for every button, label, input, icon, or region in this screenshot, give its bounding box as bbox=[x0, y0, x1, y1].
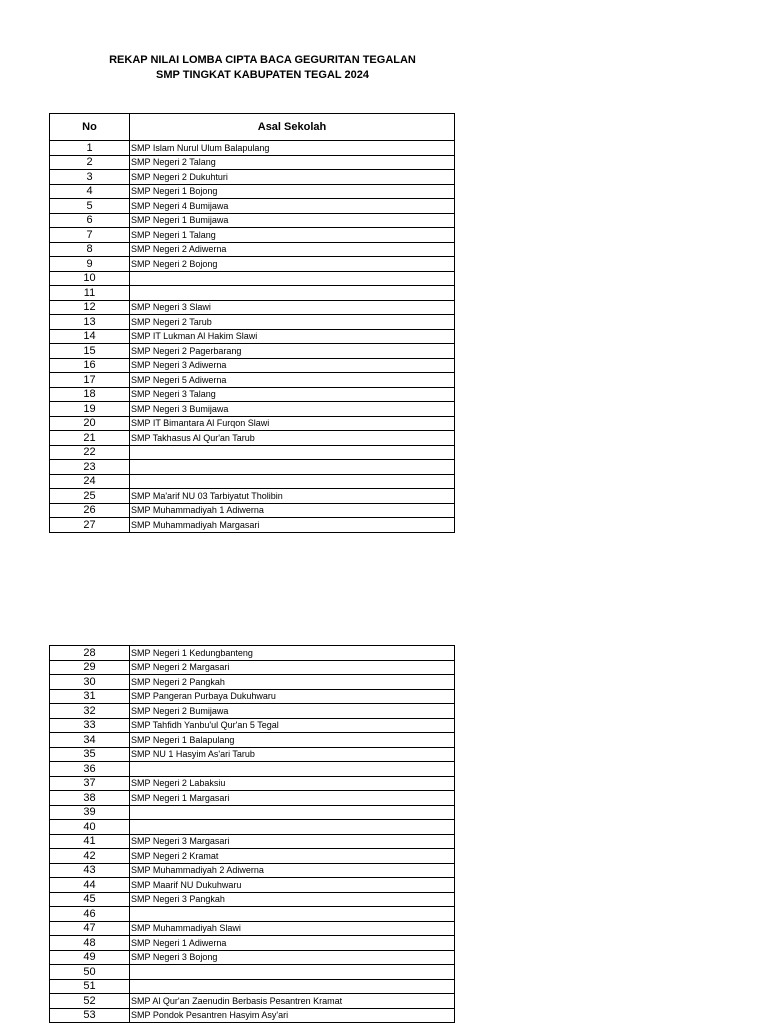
row-number: 4 bbox=[50, 184, 130, 199]
row-number: 11 bbox=[50, 286, 130, 301]
table-row bbox=[50, 358, 455, 373]
table-row bbox=[50, 820, 455, 835]
table-row bbox=[50, 213, 455, 228]
school-name-cell bbox=[130, 474, 455, 489]
school-name-cell: SMP Negeri 3 Pangkah bbox=[130, 892, 455, 907]
document-subtitle: SMP TINGKAT KABUPATEN TEGAL 2024 bbox=[156, 69, 369, 81]
table-row bbox=[50, 660, 455, 675]
school-name-cell: SMP Muhammadiyah 1 Adiwerna bbox=[130, 503, 455, 518]
header-no: No bbox=[50, 114, 130, 141]
school-name-cell: SMP Muhammadiyah Margasari bbox=[130, 518, 455, 533]
school-name-cell: SMP Pondok Pesantren Hasyim Asy'ari bbox=[130, 1008, 455, 1023]
school-name-cell bbox=[130, 805, 455, 820]
row-number: 18 bbox=[50, 387, 130, 402]
table-row bbox=[50, 718, 455, 733]
table-row bbox=[50, 805, 455, 820]
row-number: 47 bbox=[50, 921, 130, 936]
table-row bbox=[50, 675, 455, 690]
school-name-cell: SMP Muhammadiyah 2 Adiwerna bbox=[130, 863, 455, 878]
school-name-cell: SMP Negeri 2 Margasari bbox=[130, 660, 455, 675]
school-name-cell: SMP Negeri 1 Talang bbox=[130, 228, 455, 243]
table-row bbox=[50, 518, 455, 533]
table-row bbox=[50, 242, 455, 257]
row-number: 41 bbox=[50, 834, 130, 849]
row-number: 42 bbox=[50, 849, 130, 864]
school-name-cell: SMP Negeri 3 Talang bbox=[130, 387, 455, 402]
school-name-cell: SMP Negeri 2 Kramat bbox=[130, 849, 455, 864]
row-number: 2 bbox=[50, 155, 130, 170]
row-number: 30 bbox=[50, 675, 130, 690]
row-number: 8 bbox=[50, 242, 130, 257]
row-number: 35 bbox=[50, 747, 130, 762]
table-row bbox=[50, 445, 455, 460]
school-name-cell bbox=[130, 762, 455, 777]
table-row bbox=[50, 155, 455, 170]
row-number: 52 bbox=[50, 994, 130, 1009]
table-row bbox=[50, 936, 455, 951]
row-number: 28 bbox=[50, 646, 130, 661]
table-row bbox=[50, 704, 455, 719]
school-name-cell: SMP Negeri 2 Pagerbarang bbox=[130, 344, 455, 359]
table-row bbox=[50, 921, 455, 936]
row-number: 48 bbox=[50, 936, 130, 951]
school-name-cell: SMP Negeri 2 Adiwerna bbox=[130, 242, 455, 257]
row-number: 14 bbox=[50, 329, 130, 344]
row-number: 38 bbox=[50, 791, 130, 806]
school-name-cell: SMP Ma'arif NU 03 Tarbiyatut Tholibin bbox=[130, 489, 455, 504]
school-name-cell: SMP IT Bimantara Al Furqon Slawi bbox=[130, 416, 455, 431]
school-name-cell: SMP Negeri 1 Adiwerna bbox=[130, 936, 455, 951]
row-number: 24 bbox=[50, 474, 130, 489]
row-number: 53 bbox=[50, 1008, 130, 1023]
school-name-cell: SMP Negeri 1 Margasari bbox=[130, 791, 455, 806]
school-name-cell: SMP Islam Nurul Ulum Balapulang bbox=[130, 141, 455, 156]
school-name-cell bbox=[130, 979, 455, 994]
table-row bbox=[50, 503, 455, 518]
table-row bbox=[50, 965, 455, 980]
table-row bbox=[50, 791, 455, 806]
row-number: 43 bbox=[50, 863, 130, 878]
row-number: 44 bbox=[50, 878, 130, 893]
table-row bbox=[50, 460, 455, 475]
row-number: 32 bbox=[50, 704, 130, 719]
row-number: 46 bbox=[50, 907, 130, 922]
table-row bbox=[50, 170, 455, 185]
school-name-cell: SMP Negeri 1 Bumijawa bbox=[130, 213, 455, 228]
table-header-row bbox=[50, 114, 455, 141]
table-row bbox=[50, 315, 455, 330]
school-name-cell: SMP Negeri 3 Slawi bbox=[130, 300, 455, 315]
row-number: 50 bbox=[50, 965, 130, 980]
table-row bbox=[50, 300, 455, 315]
school-name-cell: SMP Negeri 3 Adiwerna bbox=[130, 358, 455, 373]
row-number: 40 bbox=[50, 820, 130, 835]
table-row bbox=[50, 863, 455, 878]
table-row bbox=[50, 733, 455, 748]
school-name-cell: SMP Negeri 3 Margasari bbox=[130, 834, 455, 849]
table-row bbox=[50, 286, 455, 301]
school-name-cell: SMP Pangeran Purbaya Dukuhwaru bbox=[130, 689, 455, 704]
row-number: 25 bbox=[50, 489, 130, 504]
table-row bbox=[50, 950, 455, 965]
table-row bbox=[50, 489, 455, 504]
table-row bbox=[50, 776, 455, 791]
row-number: 37 bbox=[50, 776, 130, 791]
table-row bbox=[50, 373, 455, 388]
table-row bbox=[50, 747, 455, 762]
row-number: 19 bbox=[50, 402, 130, 417]
row-number: 15 bbox=[50, 344, 130, 359]
row-number: 36 bbox=[50, 762, 130, 777]
school-name-cell: SMP Negeri 2 Labaksiu bbox=[130, 776, 455, 791]
row-number: 26 bbox=[50, 503, 130, 518]
row-number: 16 bbox=[50, 358, 130, 373]
row-number: 20 bbox=[50, 416, 130, 431]
school-name-cell: SMP Negeri 2 Bojong bbox=[130, 257, 455, 272]
school-name-cell: SMP Negeri 2 Bumijawa bbox=[130, 704, 455, 719]
table-row bbox=[50, 228, 455, 243]
table-row bbox=[50, 878, 455, 893]
row-number: 10 bbox=[50, 271, 130, 286]
school-name-cell: SMP Muhammadiyah Slawi bbox=[130, 921, 455, 936]
table-row bbox=[50, 689, 455, 704]
table-row bbox=[50, 402, 455, 417]
school-name-cell: SMP Negeri 1 Kedungbanteng bbox=[130, 646, 455, 661]
row-number: 7 bbox=[50, 228, 130, 243]
school-name-cell: SMP Negeri 1 Balapulang bbox=[130, 733, 455, 748]
table-row bbox=[50, 329, 455, 344]
row-number: 17 bbox=[50, 373, 130, 388]
table-row bbox=[50, 199, 455, 214]
table-body bbox=[50, 141, 455, 533]
school-name-cell: SMP Takhasus Al Qur'an Tarub bbox=[130, 431, 455, 446]
row-number: 23 bbox=[50, 460, 130, 475]
school-name-cell: SMP Negeri 3 Bojong bbox=[130, 950, 455, 965]
school-name-cell: SMP Negeri 3 Bumijawa bbox=[130, 402, 455, 417]
school-name-cell bbox=[130, 286, 455, 301]
school-name-cell: SMP Negeri 2 Pangkah bbox=[130, 675, 455, 690]
school-name-cell: SMP Maarif NU Dukuhwaru bbox=[130, 878, 455, 893]
school-name-cell: SMP Negeri 5 Adiwerna bbox=[130, 373, 455, 388]
table-row bbox=[50, 344, 455, 359]
row-number: 21 bbox=[50, 431, 130, 446]
table-row bbox=[50, 1008, 455, 1023]
table-row bbox=[50, 994, 455, 1009]
school-name-cell bbox=[130, 965, 455, 980]
school-name-cell bbox=[130, 445, 455, 460]
row-number: 12 bbox=[50, 300, 130, 315]
table-row bbox=[50, 646, 455, 661]
table-row bbox=[50, 184, 455, 199]
row-number: 27 bbox=[50, 518, 130, 533]
row-number: 45 bbox=[50, 892, 130, 907]
table-row bbox=[50, 979, 455, 994]
row-number: 33 bbox=[50, 718, 130, 733]
table-row bbox=[50, 271, 455, 286]
table-row bbox=[50, 387, 455, 402]
row-number: 5 bbox=[50, 199, 130, 214]
row-number: 49 bbox=[50, 950, 130, 965]
table-row bbox=[50, 474, 455, 489]
row-number: 31 bbox=[50, 689, 130, 704]
school-name-cell bbox=[130, 460, 455, 475]
row-number: 34 bbox=[50, 733, 130, 748]
table-body bbox=[50, 646, 455, 1023]
table-row bbox=[50, 762, 455, 777]
row-number: 13 bbox=[50, 315, 130, 330]
school-name-cell: SMP Negeri 1 Bojong bbox=[130, 184, 455, 199]
row-number: 29 bbox=[50, 660, 130, 675]
school-name-cell: SMP Tahfidh Yanbu'ul Qur'an 5 Tegal bbox=[130, 718, 455, 733]
school-name-cell: SMP Negeri 2 Talang bbox=[130, 155, 455, 170]
table-row bbox=[50, 431, 455, 446]
row-number: 3 bbox=[50, 170, 130, 185]
school-table-page2 bbox=[49, 645, 455, 1023]
row-number: 51 bbox=[50, 979, 130, 994]
table-row bbox=[50, 141, 455, 156]
header-school: Asal Sekolah bbox=[130, 114, 455, 141]
school-name-cell bbox=[130, 820, 455, 835]
row-number: 9 bbox=[50, 257, 130, 272]
document-title: REKAP NILAI LOMBA CIPTA BACA GEGURITAN TEGALAN bbox=[109, 54, 416, 66]
row-number: 39 bbox=[50, 805, 130, 820]
table-row bbox=[50, 907, 455, 922]
school-table-page1 bbox=[49, 113, 455, 533]
row-number: 22 bbox=[50, 445, 130, 460]
school-name-cell bbox=[130, 907, 455, 922]
table-row bbox=[50, 416, 455, 431]
table-row bbox=[50, 834, 455, 849]
table-row bbox=[50, 849, 455, 864]
table-row bbox=[50, 892, 455, 907]
school-name-cell: SMP IT Lukman Al Hakim Slawi bbox=[130, 329, 455, 344]
school-name-cell: SMP Negeri 2 Tarub bbox=[130, 315, 455, 330]
school-name-cell bbox=[130, 271, 455, 286]
row-number: 1 bbox=[50, 141, 130, 156]
table-row bbox=[50, 257, 455, 272]
row-number: 6 bbox=[50, 213, 130, 228]
school-name-cell: SMP Negeri 2 Dukuhturi bbox=[130, 170, 455, 185]
school-name-cell: SMP Negeri 4 Bumijawa bbox=[130, 199, 455, 214]
school-name-cell: SMP Al Qur'an Zaenudin Berbasis Pesantren Kramat bbox=[130, 994, 455, 1009]
school-name-cell: SMP NU 1 Hasyim As'ari Tarub bbox=[130, 747, 455, 762]
